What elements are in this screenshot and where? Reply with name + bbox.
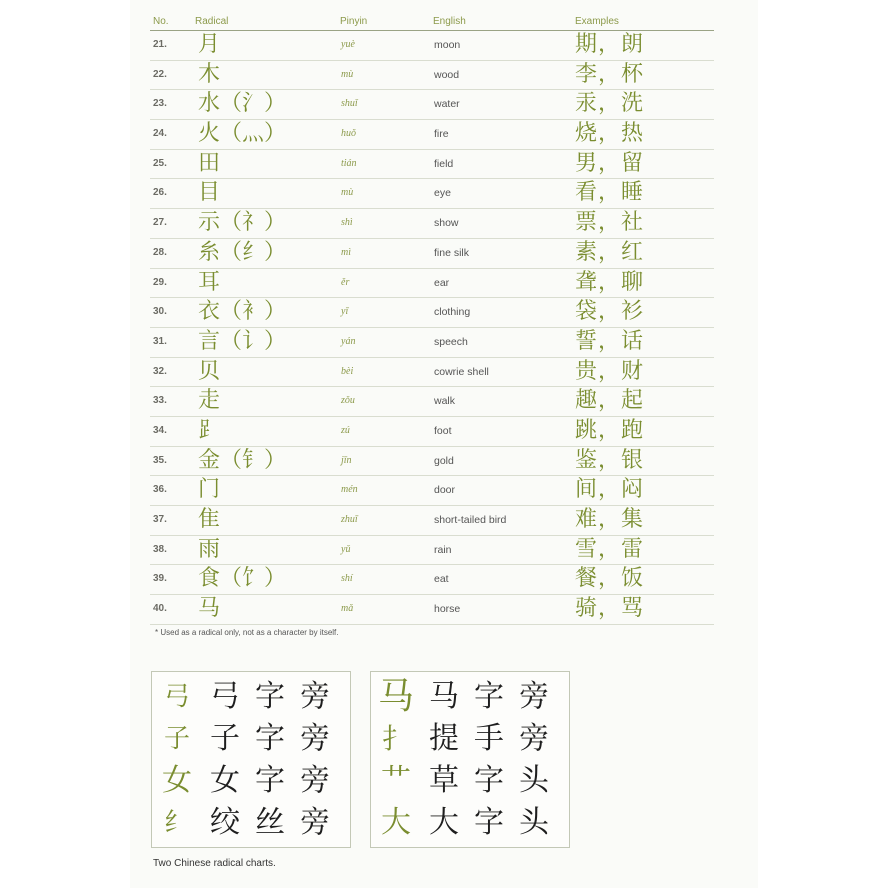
row-pinyin: zú bbox=[341, 424, 350, 436]
row-number: 27. bbox=[153, 217, 167, 229]
radical-chart-left bbox=[151, 671, 351, 848]
row-number: 37. bbox=[153, 514, 167, 525]
row-english: eat bbox=[434, 573, 449, 586]
row-number: 21. bbox=[153, 39, 167, 50]
row-english: water bbox=[434, 98, 460, 111]
row-examples: 誓，话 bbox=[575, 328, 645, 354]
row-pinyin: bèi bbox=[341, 365, 354, 377]
table-row bbox=[150, 536, 714, 566]
footnote: * Used as a radical only, not as a character by itself. bbox=[155, 628, 339, 637]
row-number: 34. bbox=[153, 424, 167, 436]
row-number: 25. bbox=[153, 157, 167, 169]
chart-character: 大 bbox=[429, 805, 459, 840]
row-number: 39. bbox=[153, 573, 167, 585]
chart-row bbox=[371, 676, 569, 718]
chart-character: 旁 bbox=[300, 763, 330, 798]
table-row bbox=[150, 120, 714, 150]
chart-row bbox=[152, 802, 350, 844]
table-row bbox=[150, 179, 714, 209]
chart-character: 草 bbox=[429, 763, 459, 798]
row-number: 40. bbox=[153, 603, 167, 615]
chart-character: 字 bbox=[255, 721, 285, 756]
row-english: horse bbox=[434, 603, 461, 616]
header-english: English bbox=[433, 16, 466, 27]
row-english: ear bbox=[434, 276, 450, 289]
table-row bbox=[150, 61, 714, 91]
row-examples: 期，朗 bbox=[575, 32, 645, 57]
chart-radical: 纟 bbox=[163, 808, 190, 838]
chart-row bbox=[371, 718, 569, 760]
table-row bbox=[150, 328, 714, 358]
row-examples: 烧，热 bbox=[575, 121, 645, 147]
row-number: 24. bbox=[153, 128, 167, 140]
row-examples: 鉴，银 bbox=[575, 447, 645, 473]
table-row bbox=[150, 269, 714, 299]
row-examples: 间，闷 bbox=[575, 477, 645, 503]
row-radical: 贝 bbox=[198, 358, 221, 384]
chart-row bbox=[152, 718, 350, 760]
radical-table bbox=[150, 10, 714, 625]
table-row bbox=[150, 417, 714, 447]
row-english: cowrie shell bbox=[434, 365, 489, 378]
row-pinyin: zhuī bbox=[341, 514, 358, 525]
row-examples: 男，留 bbox=[575, 150, 645, 176]
row-english: speech bbox=[434, 335, 468, 348]
row-pinyin: mǎ bbox=[341, 603, 354, 615]
row-english: door bbox=[434, 484, 456, 497]
row-number: 29. bbox=[153, 276, 167, 288]
row-english: rain bbox=[434, 543, 452, 556]
chart-radical: 子 bbox=[163, 724, 190, 754]
chart-row bbox=[371, 760, 569, 802]
row-radical: 月 bbox=[198, 32, 221, 57]
row-radical: 目 bbox=[198, 180, 221, 206]
chart-character: 头 bbox=[519, 763, 549, 798]
row-examples: 素，红 bbox=[575, 239, 645, 265]
row-radical: 衣（衤） bbox=[198, 299, 287, 325]
chart-character: 女 bbox=[210, 763, 240, 798]
row-examples: 袋，衫 bbox=[575, 299, 645, 325]
chart-character: 字 bbox=[255, 679, 285, 714]
row-examples: 餐，饭 bbox=[575, 566, 645, 592]
chart-character: 丝 bbox=[255, 805, 285, 840]
row-english: fire bbox=[434, 128, 449, 141]
chart-character: 手 bbox=[474, 721, 504, 756]
row-pinyin: yǔ bbox=[341, 543, 351, 555]
row-number: 26. bbox=[153, 187, 167, 199]
row-number: 30. bbox=[153, 306, 167, 318]
table-row bbox=[150, 476, 714, 506]
radical-chart-right bbox=[370, 671, 570, 848]
row-english: show bbox=[434, 217, 459, 230]
row-radical: 食（饣） bbox=[198, 566, 287, 592]
table-row bbox=[150, 447, 714, 477]
row-pinyin: shí bbox=[341, 573, 353, 585]
row-number: 31. bbox=[153, 335, 167, 347]
row-pinyin: yī bbox=[341, 306, 349, 318]
row-pinyin: yán bbox=[341, 335, 356, 347]
chart-row bbox=[152, 760, 350, 802]
chart-character: 马 bbox=[429, 679, 459, 714]
table-row bbox=[150, 506, 714, 536]
row-english: wood bbox=[434, 68, 460, 81]
row-pinyin: shuǐ bbox=[341, 98, 358, 110]
row-english: short-tailed bird bbox=[434, 514, 507, 526]
row-radical: 示（礻） bbox=[198, 210, 287, 236]
chart-character: 头 bbox=[519, 805, 549, 840]
chart-radical: 马 bbox=[377, 676, 414, 717]
chart-row bbox=[371, 802, 569, 844]
chart-character: 字 bbox=[474, 805, 504, 840]
table-row bbox=[150, 565, 714, 595]
table-row bbox=[150, 239, 714, 269]
row-pinyin: mì bbox=[341, 246, 351, 258]
row-number: 33. bbox=[153, 395, 167, 407]
row-pinyin: huǒ bbox=[341, 128, 356, 140]
row-examples: 跳，跑 bbox=[575, 417, 645, 443]
row-examples: 看，睡 bbox=[575, 180, 645, 206]
chart-character: 字 bbox=[255, 763, 285, 798]
header-radical: Radical bbox=[195, 16, 229, 27]
table-row bbox=[150, 298, 714, 328]
row-english: foot bbox=[434, 424, 452, 437]
row-number: 36. bbox=[153, 484, 167, 496]
row-examples: 聋，聊 bbox=[575, 269, 645, 295]
table-row bbox=[150, 595, 714, 625]
row-examples: 难，集 bbox=[575, 507, 645, 532]
header-no: No. bbox=[153, 16, 169, 27]
row-radical: 门 bbox=[198, 477, 221, 503]
row-pinyin: zǒu bbox=[341, 395, 355, 407]
chart-character: 提 bbox=[429, 721, 459, 756]
row-pinyin: mù bbox=[341, 68, 354, 80]
row-number: 28. bbox=[153, 246, 167, 258]
row-pinyin: jīn bbox=[341, 454, 352, 466]
row-radical: 走 bbox=[198, 388, 221, 414]
row-english: eye bbox=[434, 187, 451, 200]
header-pinyin: Pinyin bbox=[340, 16, 368, 27]
row-radical: 言（讠） bbox=[198, 328, 287, 354]
header-examples: Examples bbox=[575, 16, 619, 27]
chart-radical: 艹 bbox=[381, 763, 411, 798]
row-radical: 糸（纟） bbox=[198, 239, 287, 265]
table-row bbox=[150, 90, 714, 120]
chart-character: 旁 bbox=[300, 805, 330, 840]
row-radical: 火（灬） bbox=[198, 121, 287, 147]
row-radical: 木 bbox=[198, 61, 221, 87]
row-english: clothing bbox=[434, 306, 471, 319]
chart-character: 字 bbox=[474, 679, 504, 714]
row-english: moon bbox=[434, 39, 461, 51]
row-examples: 票，社 bbox=[575, 210, 645, 236]
chart-character: 旁 bbox=[519, 721, 549, 756]
chart-radical: 弓 bbox=[163, 682, 190, 712]
chart-radical: 女 bbox=[162, 763, 192, 798]
row-number: 23. bbox=[153, 98, 167, 110]
row-radical: 金（钅） bbox=[198, 447, 287, 473]
chart-radical: 大 bbox=[381, 805, 411, 840]
table-header bbox=[150, 10, 714, 31]
row-pinyin: mù bbox=[341, 187, 354, 199]
chart-character: 旁 bbox=[300, 679, 330, 714]
row-examples: 骑，骂 bbox=[575, 596, 645, 622]
row-radical: 耳 bbox=[198, 269, 221, 295]
table-row bbox=[150, 150, 714, 180]
chart-character: 旁 bbox=[519, 679, 549, 714]
row-examples: 雪，雷 bbox=[575, 536, 645, 562]
row-examples: 汞，洗 bbox=[575, 91, 645, 117]
row-examples: 趣，起 bbox=[575, 388, 645, 414]
row-radical: 马 bbox=[198, 596, 221, 622]
row-pinyin: shì bbox=[341, 217, 353, 229]
row-pinyin: mén bbox=[341, 484, 358, 496]
table-row bbox=[150, 358, 714, 388]
row-english: gold bbox=[434, 454, 454, 467]
row-english: fine silk bbox=[434, 246, 470, 259]
row-pinyin: ěr bbox=[341, 276, 350, 288]
table-body bbox=[150, 31, 714, 625]
table-row bbox=[150, 31, 714, 61]
chart-character: 弓 bbox=[210, 679, 240, 714]
row-radical: 田 bbox=[198, 150, 221, 176]
row-english: walk bbox=[434, 395, 456, 408]
row-number: 35. bbox=[153, 454, 167, 466]
row-radical: 雨 bbox=[198, 536, 221, 562]
row-pinyin: tián bbox=[341, 157, 357, 169]
chart-radical: 扌 bbox=[381, 722, 410, 755]
row-pinyin: yuè bbox=[341, 39, 355, 50]
chart-character: 子 bbox=[210, 721, 240, 756]
table-row bbox=[150, 209, 714, 239]
row-radical: 隹 bbox=[198, 507, 221, 532]
chart-character: 绞 bbox=[210, 805, 240, 840]
chart-character: 字 bbox=[474, 763, 504, 798]
row-english: field bbox=[434, 157, 454, 170]
chart-character: 旁 bbox=[300, 721, 330, 756]
row-examples: 李，杯 bbox=[575, 61, 645, 87]
row-examples: 贵，财 bbox=[575, 358, 645, 384]
row-radical: 水（氵） bbox=[198, 91, 287, 117]
row-radical: ⻊ bbox=[198, 417, 221, 443]
row-number: 38. bbox=[153, 543, 167, 555]
chart-row bbox=[152, 676, 350, 718]
row-number: 32. bbox=[153, 365, 167, 377]
figure-caption: Two Chinese radical charts. bbox=[153, 858, 276, 869]
table-row bbox=[150, 387, 714, 417]
row-number: 22. bbox=[153, 68, 167, 80]
